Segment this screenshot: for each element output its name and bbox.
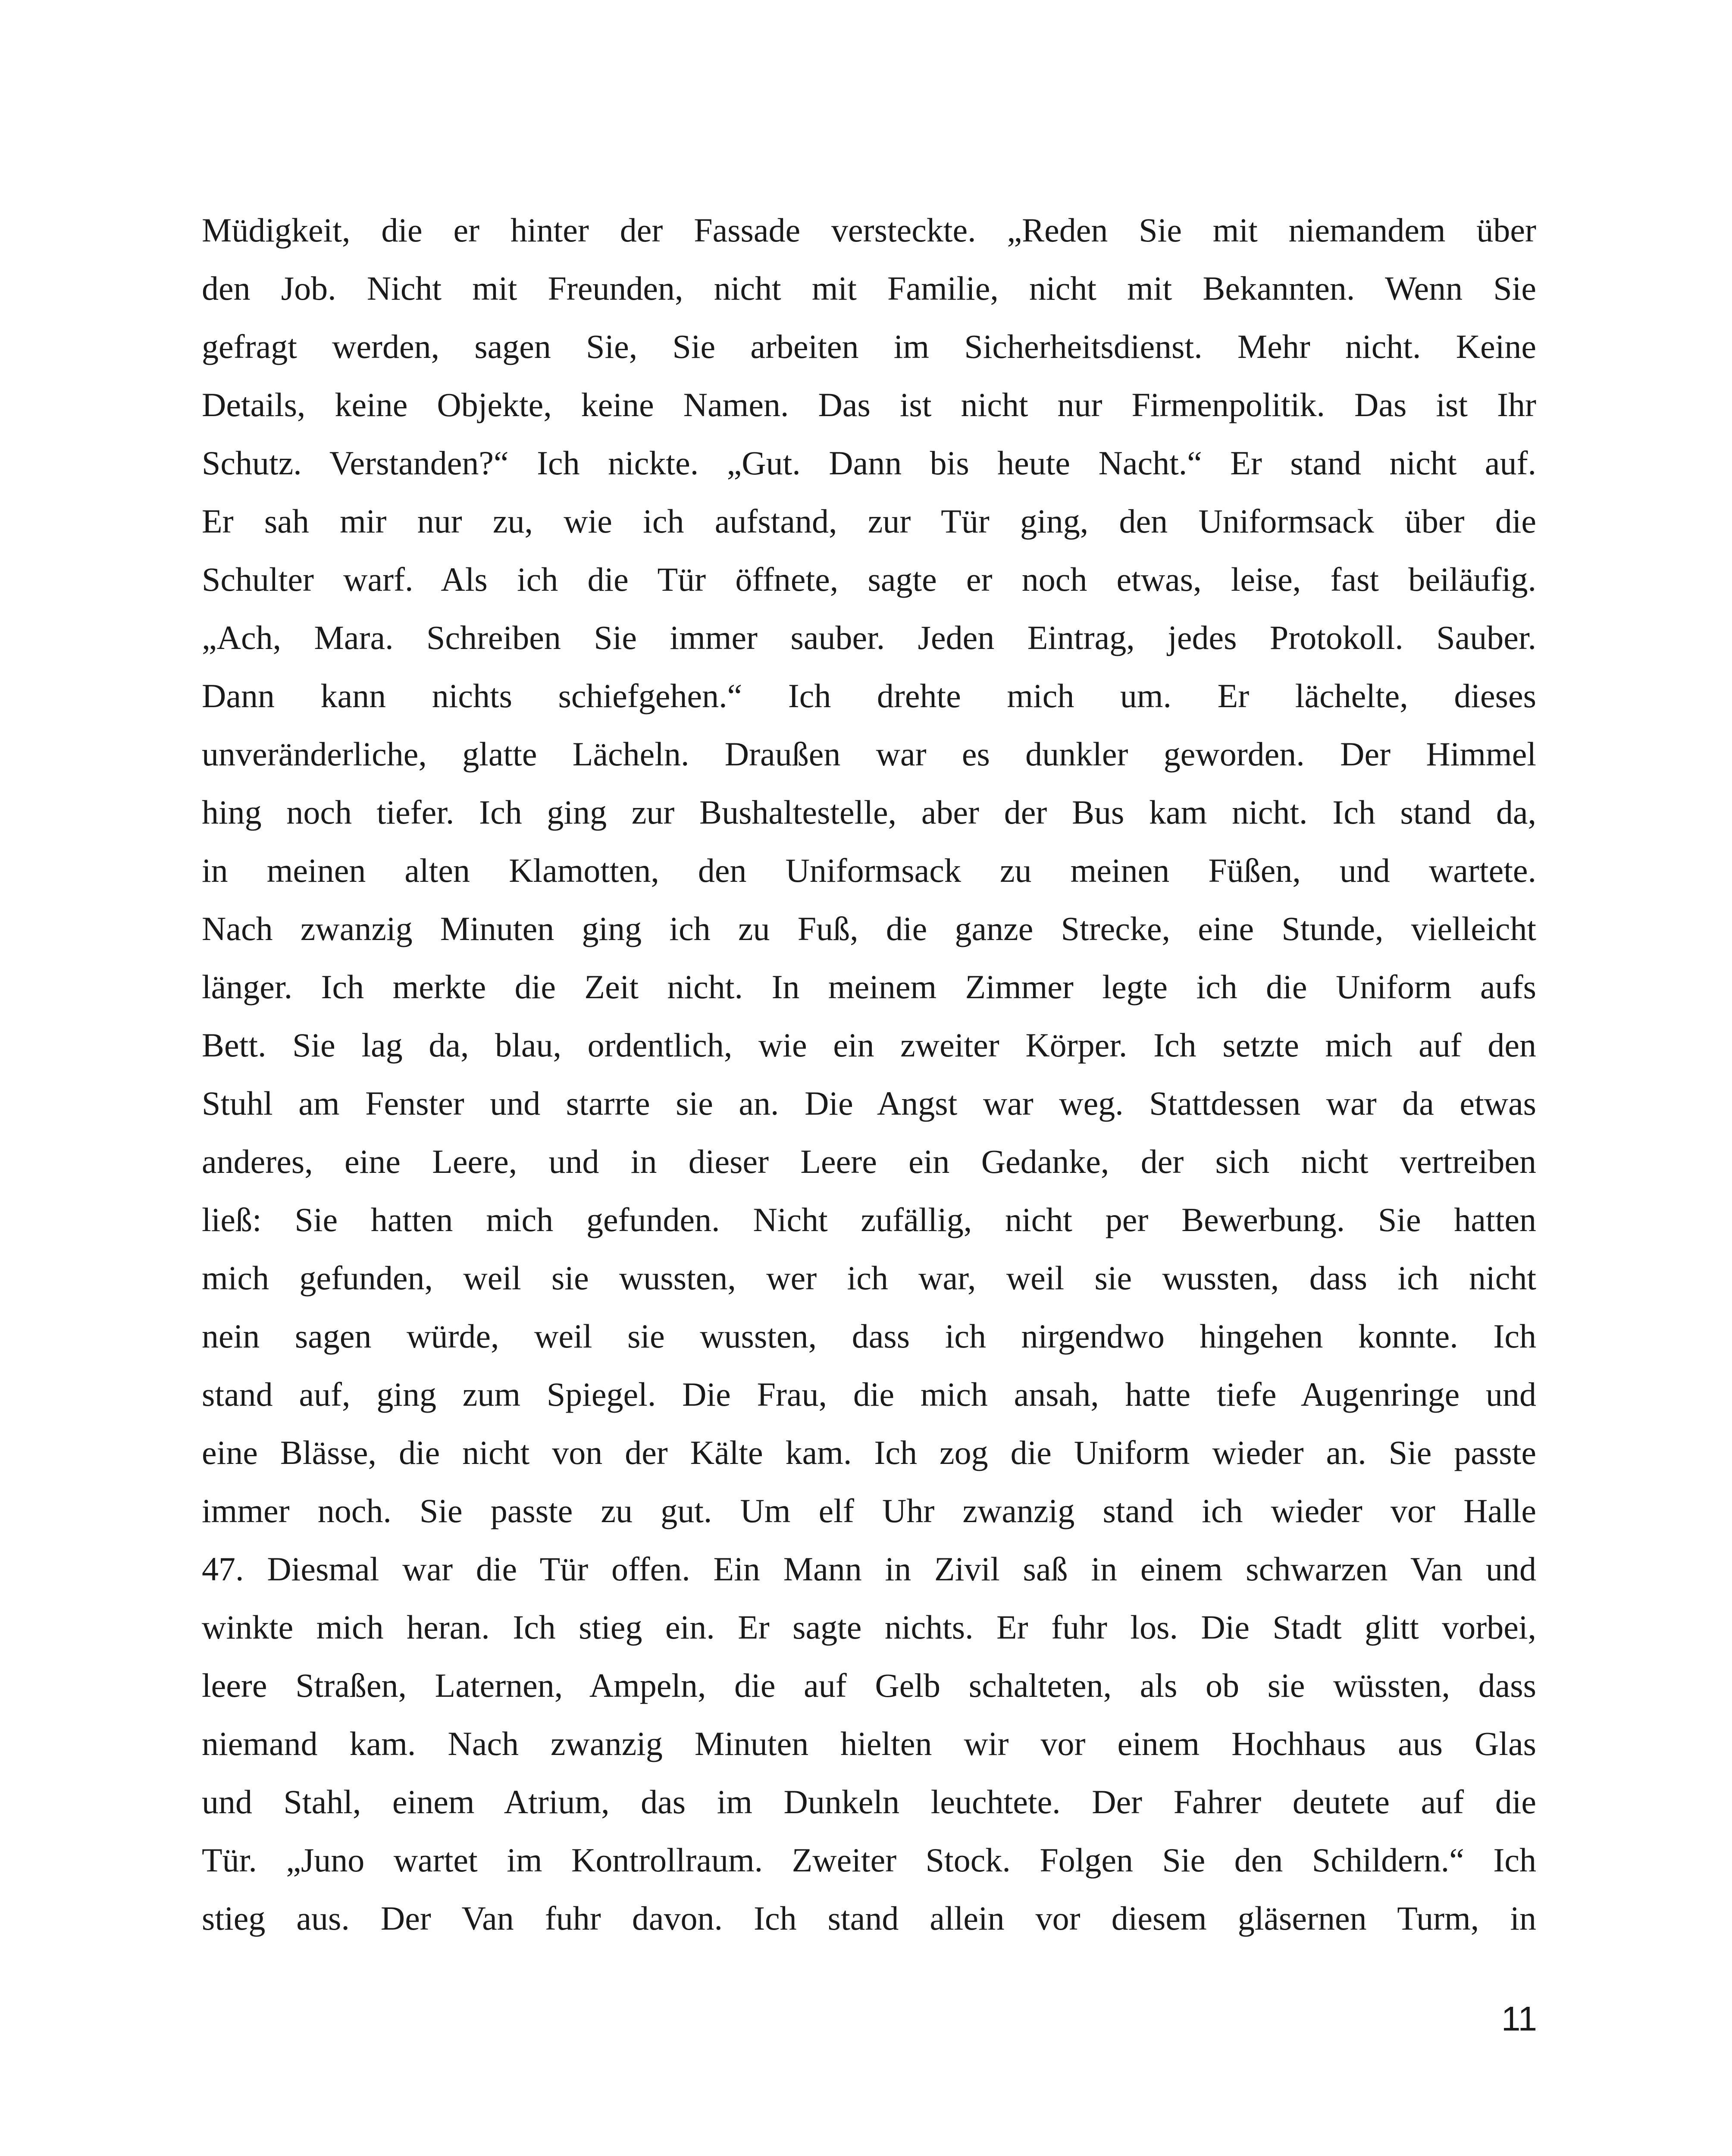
text-line: Schulter warf. Als ich die Tür öffnete, sagte er noch etwas, leise, fast beiläufig. (202, 561, 1536, 598)
text-line: eine Blässe, die nicht von der Kälte kam. Ich zog die Uniform wieder an. Sie passte (202, 1434, 1536, 1471)
text-line: immer noch. Sie passte zu gut. Um elf Uhr zwanzig stand ich wieder vor Halle (202, 1492, 1536, 1529)
text-line: nein sagen würde, weil sie wussten, dass ich nirgendwo hingehen konnte. Ich (202, 1317, 1536, 1355)
text-line: Er sah mir nur zu, wie ich aufstand, zur Tür ging, den Uniformsack über die (202, 502, 1536, 540)
text-line: niemand kam. Nach zwanzig Minuten hielten wir vor einem Hochhaus aus Glas (202, 1725, 1536, 1762)
text-line: Bett. Sie lag da, blau, ordentlich, wie ein zweiter Körper. Ich setzte mich auf den (202, 1026, 1536, 1064)
text-line: unveränderliche, glatte Lächeln. Draußen war es dunkler geworden. Der Himmel (202, 735, 1536, 773)
text-line: Schutz. Verstanden?“ Ich nickte. „Gut. Dann bis heute Nacht.“ Er stand nicht auf. (202, 444, 1536, 482)
text-line: Nach zwanzig Minuten ging ich zu Fuß, die ganze Strecke, eine Stunde, vielleicht (202, 910, 1536, 947)
body-text (202, 201, 1536, 1947)
text-line: den Job. Nicht mit Freunden, nicht mit Familie, nicht mit Bekannten. Wenn Sie (202, 270, 1536, 307)
text-line: länger. Ich merkte die Zeit nicht. In meinem Zimmer legte ich die Uniform aufs (202, 968, 1536, 1006)
text-line: leere Straßen, Laternen, Ampeln, die auf Gelb schalteten, als ob sie wüssten, dass (202, 1667, 1536, 1704)
text-line: Details, keine Objekte, keine Namen. Das ist nicht nur Firmenpolitik. Das ist Ihr (202, 386, 1536, 423)
text-line: winkte mich heran. Ich stieg ein. Er sagte nichts. Er fuhr los. Die Stadt glitt vorbei, (202, 1608, 1536, 1646)
text-line: Tür. „Juno wartet im Kontrollraum. Zweiter Stock. Folgen Sie den Schildern.“ Ich (202, 1841, 1536, 1879)
text-line: 47. Diesmal war die Tür offen. Ein Mann in Zivil saß in einem schwarzen Van und (202, 1550, 1536, 1588)
text-line: in meinen alten Klamotten, den Uniformsack zu meinen Füßen, und wartete. (202, 852, 1536, 889)
text-line: Stuhl am Fenster und starrte sie an. Die Angst war weg. Stattdessen war da etwas (202, 1084, 1536, 1122)
text-line: Dann kann nichts schiefgehen.“ Ich drehte mich um. Er lächelte, dieses (202, 677, 1536, 714)
text-line: Müdigkeit, die er hinter der Fassade versteckte. „Reden Sie mit niemandem über (202, 211, 1536, 249)
text-line: gefragt werden, sagen Sie, Sie arbeiten im Sicherheitsdienst. Mehr nicht. Keine (202, 328, 1536, 365)
text-line: ließ: Sie hatten mich gefunden. Nicht zufällig, nicht per Bewerbung. Sie hatten (202, 1201, 1536, 1238)
text-line: stieg aus. Der Van fuhr davon. Ich stand allein vor diesem gläsernen Turm, in (202, 1899, 1536, 1937)
text-line: und Stahl, einem Atrium, das im Dunkeln leuchtete. Der Fahrer deutete auf die (202, 1783, 1536, 1821)
page-number: 11 (1501, 1999, 1537, 2038)
text-line: „Ach, Mara. Schreiben Sie immer sauber. Jeden Eintrag, jedes Protokoll. Sauber. (202, 619, 1536, 656)
text-line: hing noch tiefer. Ich ging zur Bushaltestelle, aber der Bus kam nicht. Ich stand da, (202, 793, 1536, 831)
text-line: anderes, eine Leere, und in dieser Leere ein Gedanke, der sich nicht vertreiben (202, 1143, 1536, 1180)
text-line: mich gefunden, weil sie wussten, wer ich war, weil sie wussten, dass ich nicht (202, 1259, 1536, 1297)
text-line: stand auf, ging zum Spiegel. Die Frau, die mich ansah, hatte tiefe Augenringe und (202, 1376, 1536, 1413)
